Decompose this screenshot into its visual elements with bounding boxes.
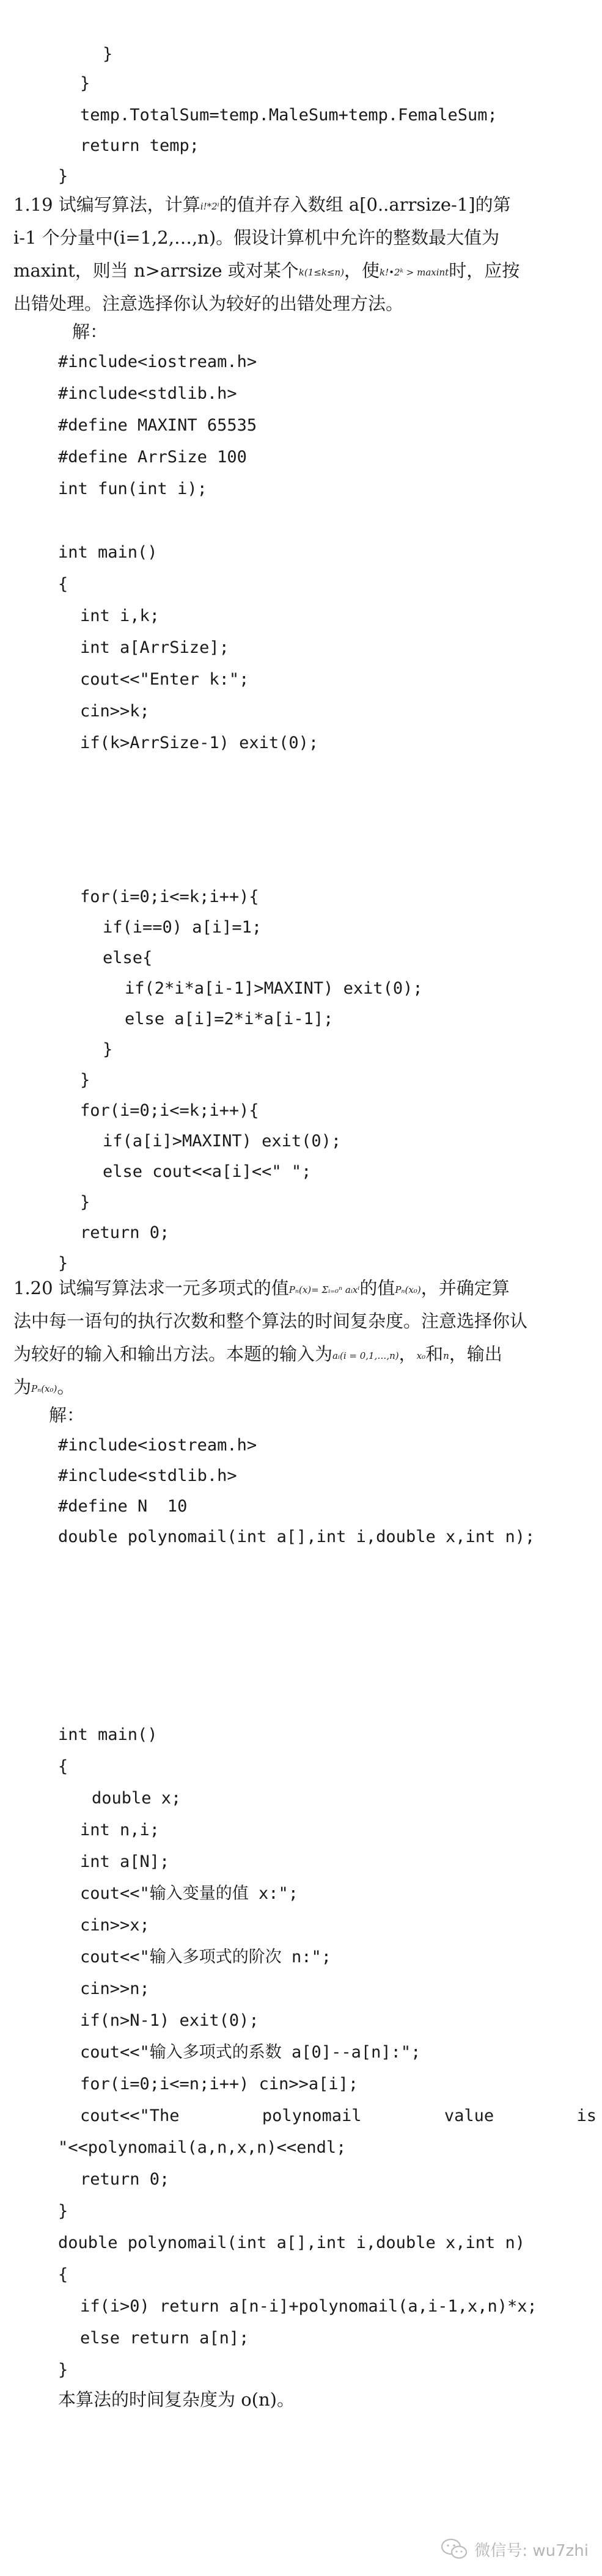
code-line: }: [103, 45, 113, 64]
code-line: else a[i]=2*i*a[i-1];: [125, 1010, 334, 1028]
problem-line: 为较好的输入和输出方法。本题的输入为aᵢ(i = 0,1,…,n)，x₀和n，输出: [13, 1344, 502, 1364]
code-line: }: [80, 74, 90, 93]
watermark-text: 微信号: wu7zhi: [474, 2541, 589, 2560]
math-expression: Pₙ(x₀): [31, 1383, 57, 1394]
problem-line: maxint，则当 n>arrsize 或对某个k(1≤k≤n)，使k!•2ᵏ > maxint时，应按: [13, 260, 520, 281]
math-expression: k!•2ᵏ > maxint: [380, 267, 449, 278]
code-line: {: [58, 2265, 68, 2284]
code-line: if(n>N-1) exit(0);: [80, 2011, 259, 2030]
code-line: for(i=0;i<=n;i++) cin>>a[i];: [80, 2075, 359, 2094]
math-expression: n: [443, 1350, 449, 1361]
wechat-icon: [440, 2537, 468, 2561]
code-line: }: [80, 1071, 90, 1090]
code-line: int i,k;: [80, 606, 160, 625]
math-expression: aᵢ(i = 0,1,…,n): [332, 1350, 399, 1361]
code-line: if(i==0) a[i]=1;: [103, 918, 262, 937]
code-line: else cout<<a[i]<<" ";: [103, 1162, 312, 1181]
code-line: }: [58, 2202, 68, 2221]
wechat-watermark: [440, 2537, 589, 2561]
code-line: int main(): [58, 1725, 158, 1744]
problem-line: 1.19 试编写算法，计算i!*2ⁱ的值并存入数组 a[0..arrsize-1]的第: [13, 194, 511, 215]
code-line-justified: cout<<"The polynomail value is: [80, 2106, 596, 2125]
code-line: #define N 10: [58, 1497, 188, 1516]
code-line: #include<stdlib.h>: [58, 384, 237, 403]
code-line: #define MAXINT 65535: [58, 416, 257, 435]
math-expression: Pₙ(x₀): [395, 1284, 421, 1295]
code-line: return 0;: [80, 2170, 170, 2189]
code-line: cout<<"Enter k:";: [80, 670, 249, 689]
code-line: else return a[n];: [80, 2329, 249, 2348]
answer-label: 解：: [72, 321, 108, 342]
code-line: for(i=0;i<=k;i++){: [80, 1101, 259, 1120]
problem-1-19-statement: [13, 188, 519, 320]
answer-label: 解：: [49, 1405, 85, 1425]
code-line: cout<<"输入变量的值 x:";: [80, 1884, 299, 1903]
math-expression: i!*2ⁱ: [200, 201, 219, 212]
code-line: if(a[i]>MAXINT) exit(0);: [103, 1132, 342, 1151]
code-line: }: [80, 1193, 90, 1212]
code-line: }: [103, 1040, 113, 1059]
problem-line: 1.20 试编写算法求一元多项式的值Pₙ(x)= Σᵢ₌₀ⁿ aᵢxⁱ的值Pₙ(x₀)，并确定算: [13, 1278, 510, 1298]
problem-line: i-1 个分量中(i=1,2,…,n)。假设计算机中允许的整数最大值为: [13, 227, 500, 248]
code-line: {: [58, 575, 68, 594]
code-line: }: [58, 2360, 68, 2379]
code-line: int a[ArrSize];: [80, 638, 229, 657]
code-line: else{: [103, 948, 153, 967]
code-line: return temp;: [80, 136, 200, 155]
math-expression: x₀: [416, 1350, 426, 1361]
code-line: cout<<"输入多项式的系数 a[0]--a[n]:";: [80, 2043, 421, 2062]
math-expression: k(1≤k≤n): [298, 267, 345, 278]
code-line: int a[N];: [80, 1852, 170, 1871]
problem-line: 法中每一语句的执行次数和整个算法的时间复杂度。注意选择你认: [13, 1311, 528, 1331]
code-line: int main(): [58, 543, 158, 562]
code-line: #include<iostream.h>: [58, 1436, 257, 1455]
problem-line: 出错处理。注意选择你认为较好的出错处理方法。: [13, 293, 404, 314]
code-line: return 0;: [80, 1223, 170, 1242]
code-line: #include<stdlib.h>: [58, 1466, 237, 1485]
code-line: {: [58, 1757, 68, 1776]
math-expression: Pₙ(x)= Σᵢ₌₀ⁿ aᵢxⁱ: [288, 1284, 360, 1295]
code-line: #define ArrSize 100: [58, 448, 247, 467]
code-line: if(2*i*a[i-1]>MAXINT) exit(0);: [125, 979, 423, 998]
code-line: double polynomail(int a[],int i,double x,int n);: [58, 1527, 535, 1546]
problem-line: 为Pₙ(x₀)。: [13, 1377, 75, 1397]
complexity-conclusion: 本算法的时间复杂度为 o(n)。: [58, 2389, 295, 2410]
code-line: }: [58, 167, 68, 186]
problem-1-20-statement: [13, 1272, 527, 1403]
code-line: cin>>x;: [80, 1916, 150, 1935]
code-line: temp.TotalSum=temp.MaleSum+temp.FemaleSum;: [80, 106, 497, 125]
code-line: double polynomail(int a[],int i,double x,int n): [58, 2233, 526, 2252]
code-line: cin>>k;: [80, 702, 150, 721]
code-line: double x;: [92, 1789, 182, 1808]
code-line: int n,i;: [80, 1821, 160, 1839]
code-line: "<<polynomail(a,n,x,n)<<endl;: [58, 2138, 347, 2157]
code-line: cin>>n;: [80, 1979, 150, 1998]
code-line: for(i=0;i<=k;i++){: [80, 887, 259, 906]
code-line: }: [58, 1254, 68, 1273]
code-line: #include<iostream.h>: [58, 352, 257, 371]
code-line: if(i>0) return a[n-i]+polynomail(a,i-1,x,n)*x;: [80, 2297, 537, 2316]
code-line: int fun(int i);: [58, 479, 207, 498]
code-line: if(k>ArrSize-1) exit(0);: [80, 733, 319, 752]
code-line: cout<<"输入多项式的阶次 n:";: [80, 1948, 332, 1967]
